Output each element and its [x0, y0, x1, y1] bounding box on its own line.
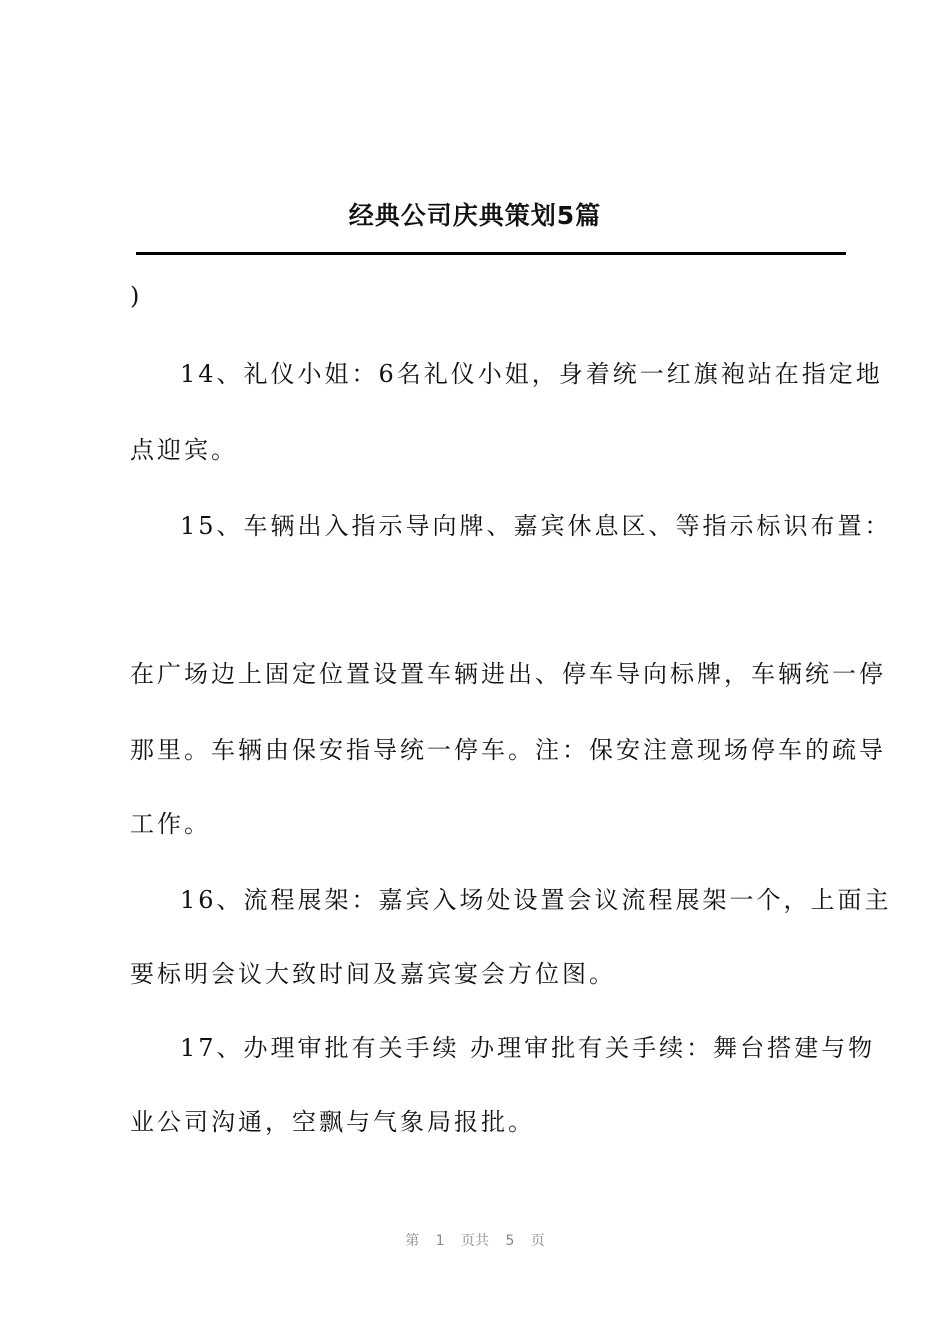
text-line: 14、礼仪小姐：6名礼仪小姐，身着统一红旗袍站在指定地 — [180, 360, 883, 388]
page-footer: 第 1 页共 5 页 — [405, 1233, 545, 1249]
text-line: 17、办理审批有关手续 办理审批有关手续：舞台搭建与物 — [180, 1034, 876, 1062]
text-line: 在广场边上固定位置设置车辆进出、停车导向标牌，车辆统一停 — [130, 660, 886, 688]
text-line: 要标明会议大致时间及嘉宾宴会方位图。 — [130, 960, 616, 988]
text-line: ) — [130, 282, 143, 310]
title-divider — [136, 252, 846, 255]
text-line: 15、车辆出入指示导向牌、嘉宾休息区、等指示标识布置： — [180, 512, 892, 540]
text-line: 点迎宾。 — [130, 436, 238, 464]
document-title: 经典公司庆典策划5篇 — [348, 201, 602, 230]
text-line: 那里。车辆由保安指导统一停车。注：保安注意现场停车的疏导 — [130, 736, 886, 764]
text-line: 业公司沟通，空飘与气象局报批。 — [130, 1108, 535, 1136]
text-line: 16、流程展架：嘉宾入场处设置会议流程展架一个，上面主 — [180, 886, 892, 914]
text-line: 工作。 — [130, 810, 211, 838]
